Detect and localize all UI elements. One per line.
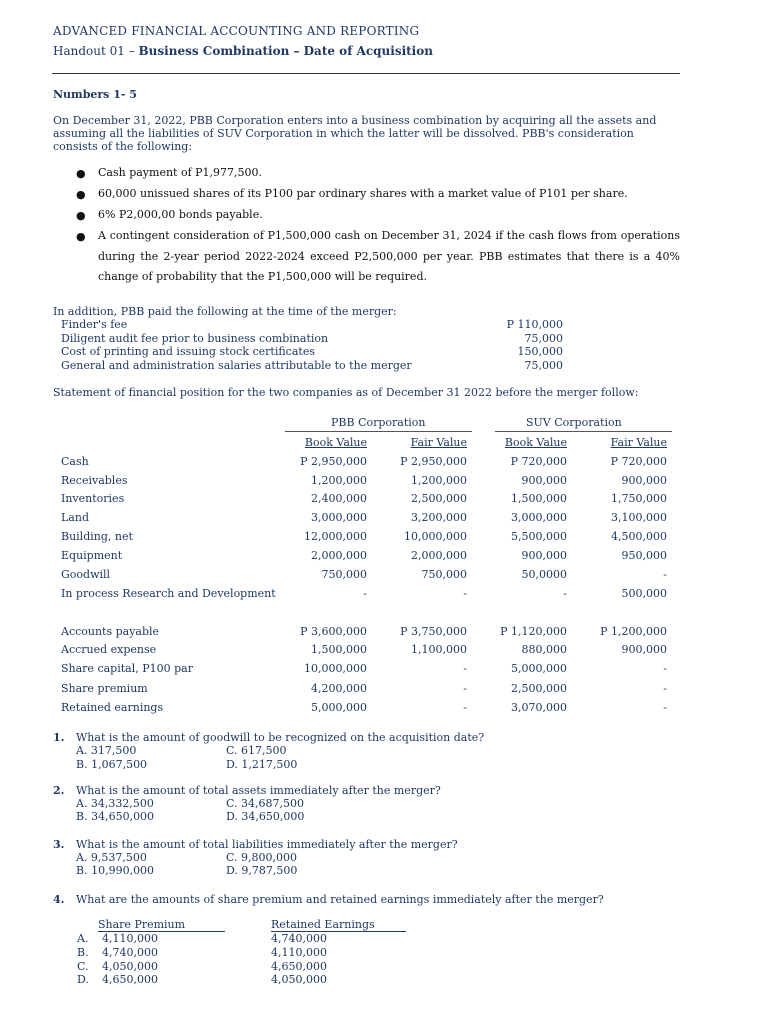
company-header-pbb: PBB Corporation (331, 416, 426, 429)
row-label: Accounts payable (61, 625, 160, 638)
cell: 950,000 (621, 549, 667, 562)
cell: P 720,000 (510, 455, 567, 468)
cell: 1,200,000 (411, 474, 467, 487)
col-header: Fair Value (410, 436, 467, 449)
choice-d: D. 1,217,500 (226, 758, 298, 771)
choice-a: A. 9,537,500 (76, 851, 147, 864)
row-label: Inventories (61, 492, 125, 505)
choice-letter: A. (77, 932, 89, 945)
course-title: ADVANCED FINANCIAL ACCOUNTING AND REPORTING (53, 24, 420, 38)
share-premium-value: 4,740,000 (102, 946, 158, 959)
row-label: Goodwill (61, 568, 111, 581)
cell: 1,750,000 (611, 492, 667, 505)
question-number: 4. (53, 893, 65, 906)
cost-label: Diligent audit fee prior to business combination (61, 332, 329, 345)
question-text: What is the amount of total assets immediately after the merger? (76, 784, 441, 797)
bullet-icon: ● (76, 230, 86, 243)
cell: 1,100,000 (411, 643, 467, 656)
col-header: Book Value (504, 436, 567, 449)
intro-paragraph: On December 31, 2022, PBB Corporation enters into a business combination by acquiring all the assets and assuming all the liabilities of SUV Corporation in which the latter will be dissolved. PBB's consideration consists of the following: (53, 114, 657, 153)
handout-prefix: Handout 01 – (53, 44, 139, 58)
consideration-item: A contingent consideration of P1,500,000 cash on December 31, 2024 if the cash flows from operations during the 2-year period 2022-2024 exceed P2,500,000 per year. PBB estimates that there is a 40% change of probability that the P1,500,000 will be required. (98, 229, 680, 283)
suv-header-rule (495, 431, 672, 432)
cost-amount: 75,000 (524, 359, 563, 372)
cell: P 3,600,000 (300, 625, 367, 638)
row-label: Building, net (61, 530, 133, 543)
choice-c: C. 34,687,500 (226, 797, 304, 810)
retained-earnings-value: 4,650,000 (271, 960, 327, 973)
question-text: What is the amount of total liabilities immediately after the merger? (76, 838, 458, 851)
choice-letter: D. (77, 973, 89, 986)
cell: - (463, 587, 467, 600)
choice-d: D. 9,787,500 (226, 864, 298, 877)
header-divider (52, 73, 680, 74)
cell: 2,500,000 (511, 682, 567, 695)
cell: 5,500,000 (511, 530, 567, 543)
row-label: Share premium (61, 682, 148, 695)
cell: - (463, 662, 467, 675)
retained-earnings-value: 4,050,000 (271, 973, 327, 986)
retained-earnings-value: 4,740,000 (271, 932, 327, 945)
cell: 2,000,000 (411, 549, 467, 562)
handout-heading (53, 44, 433, 58)
sfp-intro: Statement of financial position for the two companies as of December 31 2022 before the merger follow: (53, 386, 639, 399)
share-premium-value: 4,650,000 (102, 973, 158, 986)
choice-b: B. 1,067,500 (76, 758, 148, 771)
row-label: Land (61, 511, 89, 524)
cell: - (663, 701, 667, 714)
consideration-item: 6% P2,000,00 bonds payable. (98, 208, 263, 221)
choice-a: A. 317,500 (76, 744, 137, 757)
cell: 5,000,000 (511, 662, 567, 675)
cell: 3,100,000 (611, 511, 667, 524)
question-number: 2. (53, 784, 65, 797)
bullet-icon: ● (76, 167, 86, 180)
handout-title: Business Combination – Date of Acquisition (138, 44, 433, 58)
cell: 500,000 (621, 587, 667, 600)
row-label: Receivables (61, 474, 128, 487)
cell: 750,000 (321, 568, 367, 581)
company-header-suv: SUV Corporation (526, 416, 622, 429)
cell: 900,000 (621, 643, 667, 656)
section-title: Numbers 1- 5 (53, 88, 137, 101)
cell: 900,000 (621, 474, 667, 487)
cell: - (363, 587, 367, 600)
cell: 3,000,000 (311, 511, 367, 524)
question-number: 3. (53, 838, 65, 851)
cell: 10,000,000 (304, 662, 367, 675)
pbb-header-rule (285, 431, 472, 432)
cell: - (663, 682, 667, 695)
cell: 1,500,000 (511, 492, 567, 505)
choice-c: C. 9,800,000 (226, 851, 298, 864)
cost-amount: P 110,000 (506, 318, 563, 331)
cell: P 3,750,000 (400, 625, 467, 638)
choice-d: D. 34,650,000 (226, 810, 305, 823)
cell: 12,000,000 (304, 530, 367, 543)
cost-amount: 150,000 (517, 345, 563, 358)
cost-label: Finder's fee (61, 318, 128, 331)
row-label: In process Research and Development (61, 587, 276, 600)
choice-letter: B. (77, 946, 89, 959)
cell: 3,000,000 (511, 511, 567, 524)
col-header-retained-earnings: Retained Earnings (271, 919, 406, 932)
cell: P 1,200,000 (600, 625, 667, 638)
row-label: Cash (61, 455, 89, 468)
costs-intro: In addition, PBB paid the following at the time of the merger: (53, 305, 397, 318)
bullet-icon: ● (76, 209, 86, 222)
row-label: Equipment (61, 549, 123, 562)
row-label: Retained earnings (61, 701, 164, 714)
choice-c: C. 617,500 (226, 744, 287, 757)
cell: P 2,950,000 (300, 455, 367, 468)
bullet-icon: ● (76, 188, 86, 201)
cell: 900,000 (521, 474, 567, 487)
cell: 1,500,000 (311, 643, 367, 656)
choice-b: B. 10,990,000 (76, 864, 155, 877)
cell: P 2,950,000 (400, 455, 467, 468)
cell: 3,070,000 (511, 701, 567, 714)
cost-label: Cost of printing and issuing stock certificates (61, 345, 315, 358)
col-header: Book Value (304, 436, 367, 449)
choice-a: A. 34,332,500 (76, 797, 154, 810)
cell: P 720,000 (610, 455, 667, 468)
cell: 2,500,000 (411, 492, 467, 505)
cell: 880,000 (521, 643, 567, 656)
question-number: 1. (53, 731, 65, 744)
cell: - (463, 701, 467, 714)
cell: 3,200,000 (411, 511, 467, 524)
cell: 1,200,000 (311, 474, 367, 487)
cost-label: General and administration salaries attributable to the merger (61, 359, 412, 372)
share-premium-value: 4,050,000 (102, 960, 158, 973)
consideration-item: 60,000 unissued shares of its P100 par ordinary shares with a market value of P101 per share. (98, 187, 628, 200)
row-label: Share capital, P100 par (61, 662, 193, 675)
cell: - (563, 587, 567, 600)
cell: 2,000,000 (311, 549, 367, 562)
consideration-item: Cash payment of P1,977,500. (98, 166, 263, 179)
cell: - (463, 682, 467, 695)
cell: 750,000 (421, 568, 467, 581)
col-header: Fair Value (610, 436, 667, 449)
cell: - (663, 662, 667, 675)
choice-b: B. 34,650,000 (76, 810, 155, 823)
cell: 4,500,000 (611, 530, 667, 543)
cell: 50,0000 (521, 568, 567, 581)
cell: 900,000 (521, 549, 567, 562)
cell: 5,000,000 (311, 701, 367, 714)
row-label: Accrued expense (61, 643, 157, 656)
cell: - (663, 568, 667, 581)
cell: 4,200,000 (311, 682, 367, 695)
cell: P 1,120,000 (500, 625, 567, 638)
share-premium-value: 4,110,000 (102, 932, 158, 945)
col-header-share-premium: Share Premium (98, 919, 225, 932)
cell: 10,000,000 (404, 530, 467, 543)
cost-amount: 75,000 (524, 332, 563, 345)
question-text: What are the amounts of share premium and retained earnings immediately after the merger? (76, 893, 604, 906)
question-text: What is the amount of goodwill to be recognized on the acquisition date? (76, 731, 485, 744)
retained-earnings-value: 4,110,000 (271, 946, 327, 959)
choice-letter: C. (77, 960, 89, 973)
cell: 2,400,000 (311, 492, 367, 505)
